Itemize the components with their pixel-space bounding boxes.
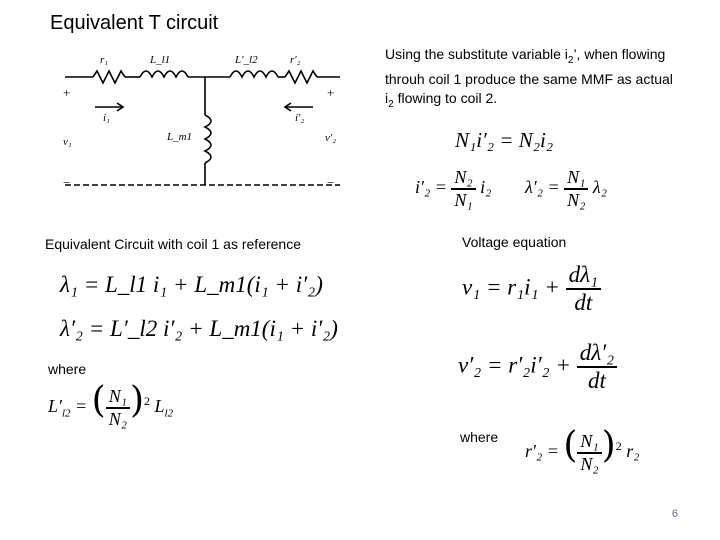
plus-left: +	[63, 85, 71, 100]
lm1-inductor	[205, 115, 211, 163]
label-v2: v′₂	[325, 132, 337, 144]
minus-left: −	[63, 175, 71, 190]
label-r2: r′₂	[290, 54, 301, 66]
label-r1: r₁	[100, 54, 109, 66]
r2-resistor	[285, 71, 317, 83]
ll2-definition: $L'_{l2}$ = ( $\frac{\text{N₁}}{\text{N₂}}$ )$^2$ $L_{l2}$	[48, 380, 174, 429]
v1-equation: v₁ = r₁i₁ + $\frac{\text{dλ₁}}{dt}$	[462, 262, 601, 316]
label-i2: i′₂	[295, 112, 305, 124]
slide-number: 6	[671, 508, 678, 520]
slide-title: Equivalent T circuit	[50, 12, 219, 34]
where-label-left: where	[48, 361, 87, 377]
substitute-variable-note: Using the substitute variable $i_2$’, when flowing throuh coil 1 produce the same MMF as actual $i_2$ flowing to coil 2.	[385, 46, 673, 110]
label-lm1: L_m1	[167, 131, 193, 143]
label-i1: i₁	[103, 112, 110, 124]
t-circuit-diagram	[55, 45, 350, 195]
plus-right: +	[327, 85, 335, 100]
r2-definition: r′₂ = ( $\frac{\text{N₁}}{\text{N₂}}$ )$^2$ r₂	[525, 425, 640, 474]
label-v1: v₁	[63, 136, 72, 148]
ll1-inductor	[140, 71, 188, 77]
minus-right: −	[327, 175, 335, 190]
r1-resistor	[93, 71, 125, 83]
where-label-right: where	[460, 429, 499, 445]
label-ll1: L_l1	[150, 54, 171, 66]
right-section-heading: Voltage equation	[462, 234, 567, 250]
lambda2-equation: λ′₂ = L′_l2 i′₂ + L_m1(i₁ + i′₂)	[60, 316, 338, 341]
flux-substitution: λ′₂ = $\frac{\text{N₁}}{\text{N₂}}$ λ₂	[525, 167, 607, 210]
left-section-heading: Equivalent Circuit with coil 1 as reference	[45, 236, 302, 252]
ll2-inductor	[230, 71, 278, 77]
mmf-equation: N₁i′₂ = N₂i₂	[455, 128, 554, 152]
lambda1-equation: λ₁ = L_l1 i₁ + L_m1(i₁ + i′₂)	[60, 272, 323, 297]
current-substitution: i′₂ = $\frac{\text{N₂}}{\text{N₁}}$ i₂	[415, 167, 492, 210]
v2-equation: v′₂ = r′₂i′₂ + $\frac{\text{dλ′₂}}{dt}$	[458, 340, 617, 394]
label-ll2: L′_l2	[235, 54, 258, 66]
